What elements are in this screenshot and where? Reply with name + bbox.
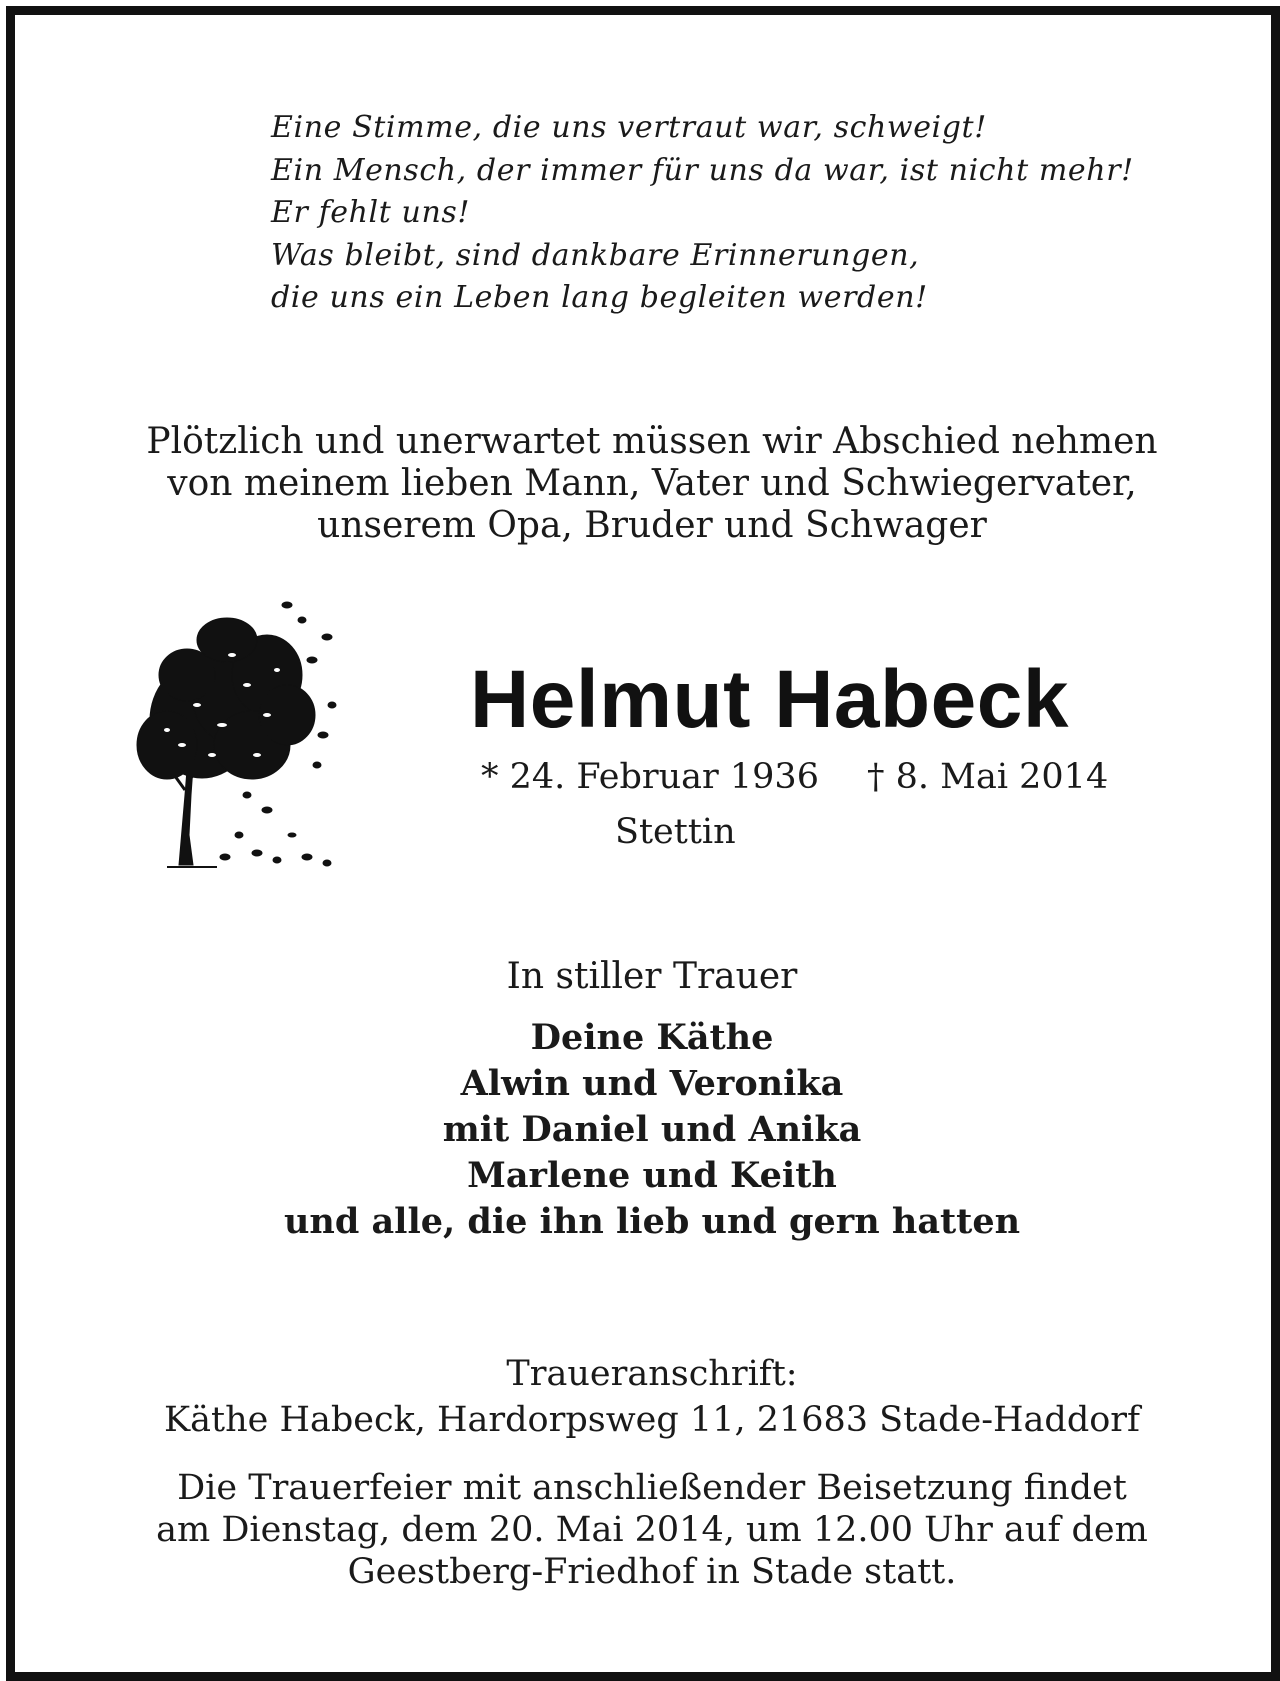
mourner-line: mit Daniel und Anika [442, 1109, 862, 1150]
death-date: † 8. Mai 2014 [866, 757, 1109, 797]
birth-place: Stettin [615, 812, 736, 852]
life-dates [481, 755, 1108, 799]
poem-line: Eine Stimme, die uns vertraut war, schweigt! [271, 110, 987, 145]
announcement-line: Plötzlich und unerwartet müssen wir Abschied nehmen [146, 421, 1158, 462]
poem-line: die uns ein Leben lang begleiten werden! [271, 280, 928, 315]
announcement-line: unserem Opa, Bruder und Schwager [317, 505, 987, 546]
deceased-name: Helmut Habeck [470, 654, 1069, 745]
funeral-line: am Dienstag, dem 20. Mai 2014, um 12.00 Uhr auf dem [156, 1510, 1148, 1550]
mourner-line: Marlene und Keith [467, 1155, 837, 1196]
mourner-line: und alle, die ihn lieb und gern hatten [283, 1201, 1021, 1242]
mourning-heading: In stiller Trauer [506, 956, 798, 997]
funeral-notice [15, 1467, 1280, 1593]
mourners-list [15, 1015, 1280, 1245]
funeral-line: Die Trauerfeier mit anschließender Beisetzung findet [177, 1468, 1127, 1508]
address-label: Traueranschrift: [506, 1354, 798, 1394]
mourner-line: Deine Käthe [530, 1017, 774, 1058]
birth-date: * 24. Februar 1936 [481, 757, 819, 797]
poem-line: Ein Mensch, der immer für uns da war, ist nicht mehr! [271, 152, 1134, 188]
poem-line: Er fehlt uns! [271, 195, 471, 230]
funeral-line: Geestberg-Friedhof in Stade statt. [347, 1552, 957, 1592]
address-line: Käthe Habeck, Hardorpsweg 11, 21683 Stade-Haddorf [164, 1400, 1140, 1440]
mourner-line: Alwin und Veronika [460, 1063, 844, 1104]
poem-line: Was bleibt, sind dankbare Erinnerungen, [271, 237, 920, 273]
windblown-tree-icon [127, 595, 363, 875]
memorial-poem [271, 107, 1134, 320]
announcement-text [15, 421, 1280, 547]
mourning-address [15, 1351, 1280, 1443]
announcement-line: von meinem lieben Mann, Vater und Schwiegervater, [167, 463, 1137, 504]
obituary-frame [6, 6, 1280, 1681]
